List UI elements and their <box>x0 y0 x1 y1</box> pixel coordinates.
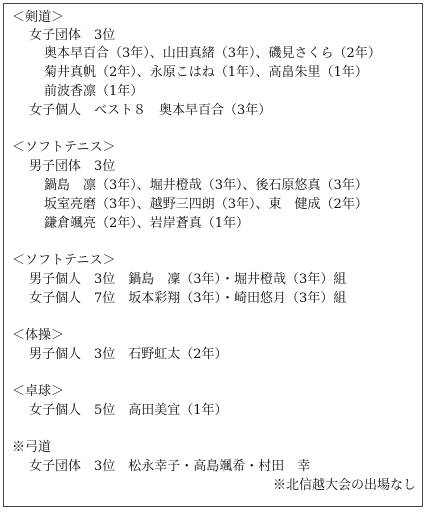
section-heading-gymnastics: ＜体操＞ <box>12 328 65 343</box>
member-line: 鎌倉颯亮（2年）、岩岸蒼真（1年） <box>44 216 250 231</box>
section-heading-kendo: ＜剣道＞ <box>12 10 65 25</box>
section-heading-archery: ※弓道 <box>12 440 52 455</box>
result-line: 男子個人 3位 鍋島 凜（3年）・堀井橙哉（3年）組 <box>29 272 347 287</box>
member-line: 鍋島 凛（3年）、堀井橙哉（3年）、後石原悠真（3年） <box>44 178 368 193</box>
section-heading-table-tennis: ＜卓球＞ <box>12 384 65 399</box>
footnote: ※北信越大会の出場なし <box>272 478 416 493</box>
member-line: 坂室亮磨（3年）、越野三四朗（3年）、東 健成（2年） <box>44 197 368 212</box>
result-line: 男子団体 3位 <box>29 159 116 174</box>
result-line: 女子個人 ベスト８ 奥本早百合（3年） <box>29 103 272 118</box>
result-line: 女子個人 5位 高田美宜（1年） <box>29 403 228 418</box>
member-line: 菊井真帆（2年）、永原こはね（1年）、高畠朱里（1年） <box>44 65 368 80</box>
member-line: 奥本早百合（3年）、山田真緒（3年）、磯見さくら（2年） <box>44 46 381 61</box>
result-line: 女子団体 3位 松永幸子・高島颯希・村田 幸 <box>29 459 311 474</box>
result-line: 男子個人 3位 石野虹太（2年） <box>29 347 228 362</box>
member-line: 前波香凛（1年） <box>44 84 144 99</box>
result-line: 女子個人 7位 坂本彩翔（3年）・崎田悠月（3年）組 <box>29 291 347 306</box>
section-heading-soft-tennis: ＜ソフトテニス＞ <box>12 140 116 155</box>
result-line: 女子団体 3位 <box>29 28 116 43</box>
section-heading-soft-tennis-individual: ＜ソフトテニス＞ <box>12 253 116 268</box>
